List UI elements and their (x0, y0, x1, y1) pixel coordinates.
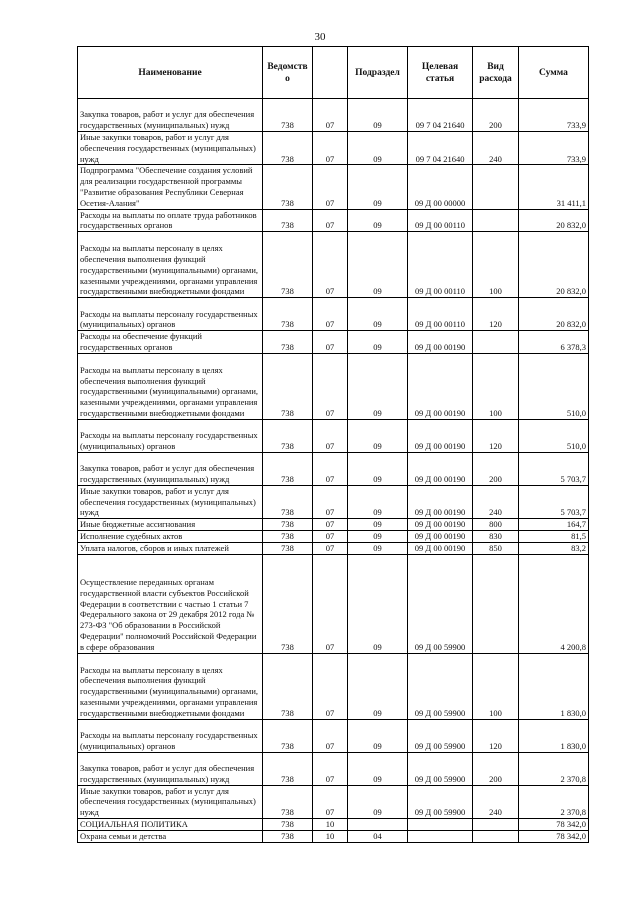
cell-name: Уплата налогов, сборов и иных платежей (78, 542, 263, 554)
cell-dept: 738 (263, 232, 313, 298)
cell-type (473, 818, 519, 830)
header-name: Наименование (78, 47, 263, 99)
cell-type (473, 209, 519, 232)
cell-section: 10 (313, 818, 348, 830)
cell-amount: 2 370,8 (519, 752, 589, 785)
cell-name: Исполнение судебных актов (78, 530, 263, 542)
cell-name: Иные бюджетные ассигнования (78, 519, 263, 531)
cell-target: 09 Д 00 00190 (408, 542, 473, 554)
cell-section: 07 (313, 452, 348, 485)
cell-subsection: 09 (348, 232, 408, 298)
table-row (78, 353, 589, 419)
cell-type: 240 (473, 785, 519, 818)
cell-amount: 733,9 (519, 99, 589, 132)
cell-section: 07 (313, 752, 348, 785)
cell-target: 09 Д 00 00000 (408, 165, 473, 209)
budget-table (77, 46, 589, 843)
cell-target (408, 830, 473, 842)
cell-name: Расходы на обеспечение функций государственных органов (78, 331, 263, 354)
cell-target: 09 Д 00 00110 (408, 298, 473, 331)
cell-name: Расходы на выплаты персоналу государственных (муниципальных) органов (78, 419, 263, 452)
cell-dept: 738 (263, 419, 313, 452)
table-row (78, 542, 589, 554)
cell-type (473, 554, 519, 653)
cell-amount: 5 703,7 (519, 452, 589, 485)
cell-name: Иные закупки товаров, работ и услуг для обеспечения государственных (муниципальных) нужд (78, 132, 263, 165)
cell-dept: 738 (263, 653, 313, 719)
cell-section: 07 (313, 99, 348, 132)
cell-target: 09 Д 00 00190 (408, 353, 473, 419)
cell-target: 09 Д 00 00190 (408, 519, 473, 531)
cell-dept: 738 (263, 752, 313, 785)
cell-target: 09 Д 00 59900 (408, 554, 473, 653)
cell-name: Расходы на выплаты по оплате труда работников государственных органов (78, 209, 263, 232)
cell-type: 200 (473, 752, 519, 785)
cell-target: 09 7 04 21640 (408, 99, 473, 132)
cell-subsection: 09 (348, 331, 408, 354)
cell-name: Иные закупки товаров, работ и услуг для обеспечения государственных (муниципальных) нужд (78, 485, 263, 518)
cell-amount: 31 411,1 (519, 165, 589, 209)
cell-section: 07 (313, 353, 348, 419)
cell-name: Расходы на выплаты персоналу в целях обеспечения выполнения функций государственными (муниципальными) органами, казенными учреждениями, органами управления государственными внебюджетными фондами (78, 353, 263, 419)
cell-type: 850 (473, 542, 519, 554)
header-subsection: Подраздел (348, 47, 408, 99)
cell-amount: 20 832,0 (519, 298, 589, 331)
cell-section: 10 (313, 830, 348, 842)
cell-subsection: 09 (348, 419, 408, 452)
cell-section: 07 (313, 165, 348, 209)
cell-dept: 738 (263, 554, 313, 653)
cell-target: 09 Д 00 00190 (408, 530, 473, 542)
cell-dept: 738 (263, 719, 313, 752)
cell-section: 07 (313, 519, 348, 531)
cell-target: 09 Д 00 59900 (408, 653, 473, 719)
cell-name: Расходы на выплаты персоналу в целях обеспечения выполнения функций государственными (муниципальными) органами, казенными учреждениями, органами управления государственными внебюджетными фондами (78, 232, 263, 298)
cell-dept: 738 (263, 353, 313, 419)
header-section (313, 47, 348, 99)
cell-section: 07 (313, 232, 348, 298)
header-type: Вид расхода (473, 47, 519, 99)
cell-dept: 738 (263, 209, 313, 232)
table-row (78, 298, 589, 331)
cell-type (473, 165, 519, 209)
cell-subsection: 04 (348, 830, 408, 842)
table-row (78, 232, 589, 298)
cell-amount: 81,5 (519, 530, 589, 542)
cell-subsection: 09 (348, 452, 408, 485)
table-row (78, 165, 589, 209)
cell-dept: 738 (263, 785, 313, 818)
cell-dept: 738 (263, 542, 313, 554)
table-row (78, 99, 589, 132)
table-row (78, 830, 589, 842)
cell-name: Закупка товаров, работ и услуг для обеспечения государственных (муниципальных) нужд (78, 752, 263, 785)
cell-type: 100 (473, 653, 519, 719)
table-row (78, 209, 589, 232)
cell-target: 09 Д 00 00190 (408, 452, 473, 485)
cell-amount: 510,0 (519, 419, 589, 452)
cell-type: 830 (473, 530, 519, 542)
header-dept: Ведомств о (263, 47, 313, 99)
cell-type: 800 (473, 519, 519, 531)
cell-target: 09 Д 00 59900 (408, 752, 473, 785)
table-row (78, 653, 589, 719)
cell-amount: 78 342,0 (519, 818, 589, 830)
cell-section: 07 (313, 719, 348, 752)
cell-dept: 738 (263, 165, 313, 209)
cell-name: Иные закупки товаров, работ и услуг для обеспечения государственных (муниципальных) нужд (78, 785, 263, 818)
cell-subsection: 09 (348, 209, 408, 232)
cell-name: Расходы на выплаты персоналу государственных (муниципальных) органов (78, 719, 263, 752)
cell-name: Осуществление переданных органам государственной власти субъектов Российской Федерации в соответствии с частью 1 статьи 7 Федерального закона от 29 декабря 2012 года № 273-ФЗ "Об образовании в Российской Федерации" полномочий Российской Федерации в сфере образования (78, 554, 263, 653)
cell-type: 100 (473, 232, 519, 298)
table-row (78, 132, 589, 165)
cell-subsection: 09 (348, 298, 408, 331)
cell-dept: 738 (263, 132, 313, 165)
cell-name: СОЦИАЛЬНАЯ ПОЛИТИКА (78, 818, 263, 830)
cell-amount: 510,0 (519, 353, 589, 419)
cell-amount: 20 832,0 (519, 232, 589, 298)
table-row (78, 452, 589, 485)
cell-dept: 738 (263, 99, 313, 132)
table-row (78, 419, 589, 452)
cell-subsection: 09 (348, 132, 408, 165)
cell-target: 09 Д 00 00190 (408, 419, 473, 452)
page-number: 30 (314, 31, 326, 43)
cell-amount: 83,2 (519, 542, 589, 554)
cell-target (408, 818, 473, 830)
cell-type: 120 (473, 419, 519, 452)
cell-type: 240 (473, 132, 519, 165)
cell-subsection: 09 (348, 542, 408, 554)
cell-subsection (348, 818, 408, 830)
cell-amount: 164,7 (519, 519, 589, 531)
table-row (78, 785, 589, 818)
cell-section: 07 (313, 209, 348, 232)
cell-target: 09 Д 00 00190 (408, 331, 473, 354)
cell-amount: 6 378,3 (519, 331, 589, 354)
cell-target: 09 Д 00 00110 (408, 209, 473, 232)
cell-amount: 1 830,0 (519, 653, 589, 719)
cell-section: 07 (313, 530, 348, 542)
cell-amount: 20 832,0 (519, 209, 589, 232)
cell-target: 09 Д 00 00110 (408, 232, 473, 298)
cell-amount: 4 200,8 (519, 554, 589, 653)
cell-dept: 738 (263, 485, 313, 518)
cell-subsection: 09 (348, 530, 408, 542)
cell-type: 120 (473, 298, 519, 331)
cell-subsection: 09 (348, 719, 408, 752)
cell-section: 07 (313, 331, 348, 354)
cell-subsection: 09 (348, 653, 408, 719)
table-row (78, 818, 589, 830)
cell-section: 07 (313, 785, 348, 818)
cell-subsection: 09 (348, 165, 408, 209)
cell-section: 07 (313, 653, 348, 719)
cell-section: 07 (313, 485, 348, 518)
table-row (78, 554, 589, 653)
table-row (78, 519, 589, 531)
cell-dept: 738 (263, 830, 313, 842)
cell-dept: 738 (263, 298, 313, 331)
cell-target: 09 Д 00 59900 (408, 719, 473, 752)
cell-subsection: 09 (348, 485, 408, 518)
cell-subsection: 09 (348, 99, 408, 132)
table-row (78, 530, 589, 542)
cell-target: 09 7 04 21640 (408, 132, 473, 165)
cell-name: Расходы на выплаты персоналу государственных (муниципальных) органов (78, 298, 263, 331)
cell-dept: 738 (263, 519, 313, 531)
cell-dept: 738 (263, 818, 313, 830)
cell-amount: 78 342,0 (519, 830, 589, 842)
header-target: Целевая статья (408, 47, 473, 99)
cell-name: Охрана семьи и детства (78, 830, 263, 842)
cell-type: 200 (473, 99, 519, 132)
cell-type: 100 (473, 353, 519, 419)
cell-subsection: 09 (348, 752, 408, 785)
cell-target: 09 Д 00 00190 (408, 485, 473, 518)
cell-amount: 2 370,8 (519, 785, 589, 818)
cell-subsection: 09 (348, 785, 408, 818)
cell-name: Подпрограмма "Обеспечение создания условий для реализации государственной программы "Развитие образования Республики Северная Осетия-Алания" (78, 165, 263, 209)
cell-dept: 738 (263, 331, 313, 354)
table-row (78, 485, 589, 518)
cell-type: 240 (473, 485, 519, 518)
table-row (78, 331, 589, 354)
table-row (78, 752, 589, 785)
cell-subsection: 09 (348, 554, 408, 653)
cell-dept: 738 (263, 530, 313, 542)
cell-section: 07 (313, 542, 348, 554)
cell-type (473, 830, 519, 842)
cell-type: 120 (473, 719, 519, 752)
cell-amount: 5 703,7 (519, 485, 589, 518)
cell-type: 200 (473, 452, 519, 485)
cell-section: 07 (313, 554, 348, 653)
cell-subsection: 09 (348, 353, 408, 419)
cell-name: Закупка товаров, работ и услуг для обеспечения государственных (муниципальных) нужд (78, 452, 263, 485)
cell-amount: 1 830,0 (519, 719, 589, 752)
cell-section: 07 (313, 298, 348, 331)
cell-amount: 733,9 (519, 132, 589, 165)
cell-section: 07 (313, 132, 348, 165)
table-header-row (78, 47, 589, 99)
cell-name: Закупка товаров, работ и услуг для обеспечения государственных (муниципальных) нужд (78, 99, 263, 132)
cell-dept: 738 (263, 452, 313, 485)
cell-subsection: 09 (348, 519, 408, 531)
cell-name: Расходы на выплаты персоналу в целях обеспечения выполнения функций государственными (муниципальными) органами, казенными учреждениями, органами управления государственными внебюджетными фондами (78, 653, 263, 719)
cell-type (473, 331, 519, 354)
header-amount: Сумма (519, 47, 589, 99)
cell-target: 09 Д 00 59900 (408, 785, 473, 818)
table-row (78, 719, 589, 752)
cell-section: 07 (313, 419, 348, 452)
